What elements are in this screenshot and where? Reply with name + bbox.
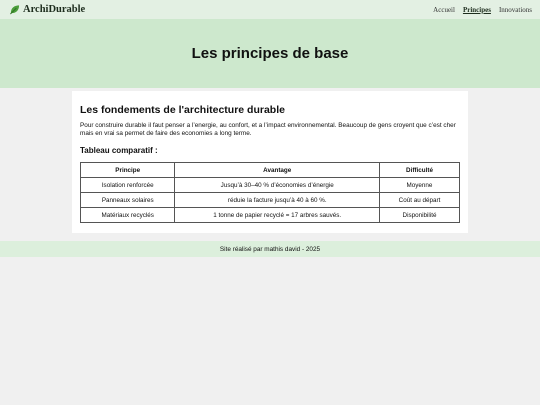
footer-text: Site réalisé par mathis david - 2025 [219, 245, 321, 253]
table-cell: réduie la facture jusqu’à 40 à 60 %. [175, 193, 380, 208]
column-header-avantage: Avantage [175, 163, 380, 178]
nav-link-principes[interactable]: Principes [462, 5, 491, 14]
table-cell: Panneaux solaires [81, 193, 175, 208]
table-cell: Matériaux recyclés [81, 208, 175, 223]
site-footer [0, 241, 540, 257]
page-title: Les principes de base [191, 45, 349, 62]
intro-paragraph: Pour construire durable il faut penser a l’energie, au confort, et a l’impact environnemental. Beaucoup de gens croyent que c’est cher mais en vrai sa permet de faire des economies a long terme. [80, 122, 456, 137]
table-cell: Disponibilité [379, 208, 459, 223]
table-cell: Isolation renforcée [81, 178, 175, 193]
leaf-icon [9, 4, 20, 15]
table-header-row [81, 163, 460, 178]
table-cell: Coût au départ [379, 193, 459, 208]
brand-name: ArchiDurable [23, 4, 86, 15]
hero-banner [0, 19, 540, 88]
table-title: Tableau comparatif : [80, 146, 158, 155]
table-cell: Jusqu’à 30–40 % d’économies d’énergie [175, 178, 380, 193]
comparison-table [80, 162, 460, 223]
table-cell: Moyenne [379, 178, 459, 193]
table-row [81, 208, 460, 223]
content-card [72, 91, 468, 233]
column-header-principe: Principe [81, 163, 175, 178]
section-heading: Les fondements de l'architecture durable [80, 104, 285, 116]
table-row [81, 193, 460, 208]
column-header-difficulte: Difficulté [379, 163, 459, 178]
table-row [81, 178, 460, 193]
nav-link-innovations[interactable]: Innovations [498, 5, 532, 14]
table-cell: 1 tonne de papier recyclé = 17 arbres sauvés. [175, 208, 380, 223]
brand-logo[interactable] [9, 4, 85, 15]
site-header [0, 0, 540, 19]
nav-link-accueil[interactable]: Accueil [433, 5, 455, 14]
main-nav [433, 6, 532, 14]
